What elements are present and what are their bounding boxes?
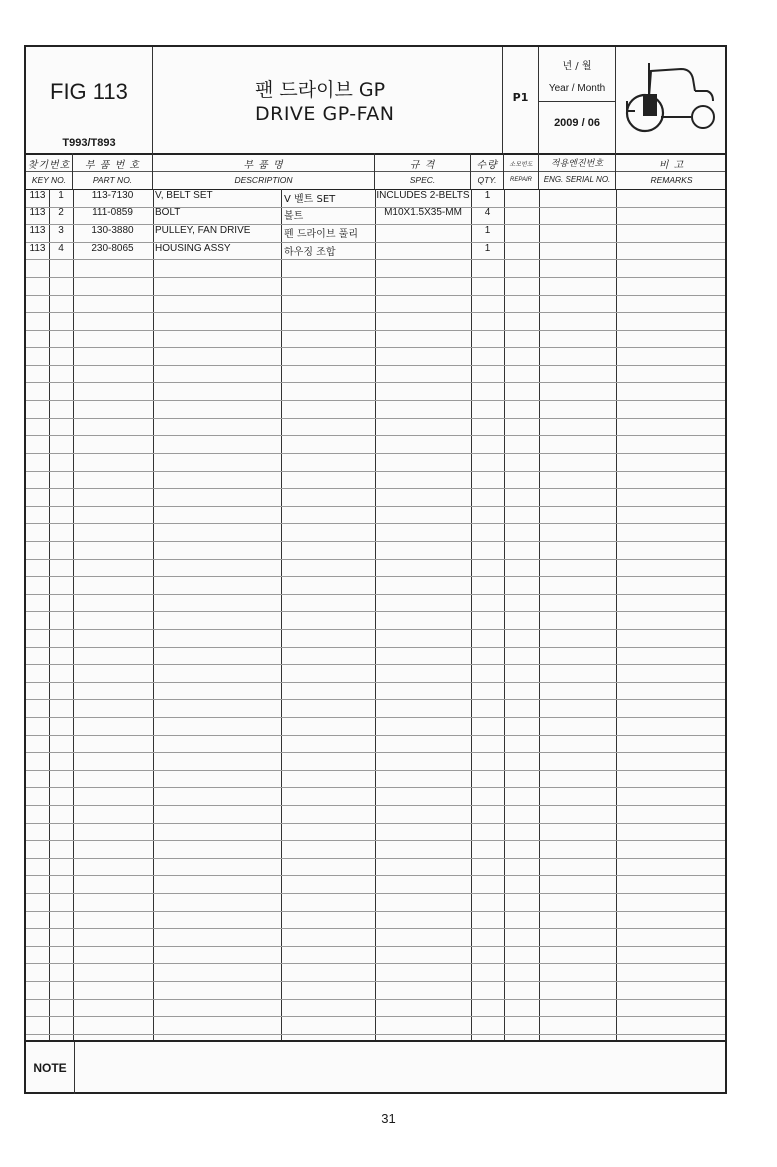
ruled-line bbox=[26, 699, 725, 700]
col-part-no: 부 품 번 호 PART NO. bbox=[73, 153, 153, 189]
year-month-label-en: Year / Month bbox=[548, 83, 606, 94]
ruled-line bbox=[26, 242, 725, 243]
description: V, BELT SET bbox=[155, 190, 213, 201]
ruled-line bbox=[26, 840, 725, 841]
title-english: DRIVE GP-FAN bbox=[255, 103, 395, 125]
spec: INCLUDES 2-BELTS bbox=[376, 190, 470, 201]
ruled-line bbox=[26, 999, 725, 1000]
col-description: 부 품 명 DESCRIPTION bbox=[153, 153, 375, 189]
parts-table-body bbox=[26, 189, 725, 1040]
ruled-line bbox=[26, 435, 725, 436]
ruled-line bbox=[26, 453, 725, 454]
spec: M10X1.5X35-MM bbox=[384, 207, 462, 218]
table-row bbox=[26, 242, 725, 257]
ruled-line bbox=[26, 928, 725, 929]
part-number: 111-0859 bbox=[92, 207, 133, 218]
ruled-line bbox=[26, 717, 725, 718]
ruled-line bbox=[26, 629, 725, 630]
fig-number: 113 bbox=[29, 225, 46, 236]
description-ko: V 벨트 SET bbox=[284, 194, 336, 205]
ruled-line bbox=[26, 312, 725, 313]
page-cell bbox=[503, 47, 539, 153]
col-key-no: 찾기번호 KEY NO. bbox=[26, 153, 73, 189]
col-serial: 적용엔진번호 ENG. SERIAL NO. bbox=[539, 153, 616, 189]
ruled-line bbox=[26, 347, 725, 348]
year-month-value: 2009 / 06 bbox=[554, 117, 600, 129]
ruled-line bbox=[26, 682, 725, 683]
ruled-line bbox=[26, 523, 725, 524]
sheet-header bbox=[26, 47, 725, 155]
ruled-line bbox=[26, 365, 725, 366]
ruled-line bbox=[26, 787, 725, 788]
table-row bbox=[26, 189, 725, 204]
ruled-line bbox=[26, 594, 725, 595]
ruled-line bbox=[26, 1016, 725, 1017]
ruled-line bbox=[26, 752, 725, 753]
ruled-line bbox=[26, 875, 725, 876]
ruled-line bbox=[26, 277, 725, 278]
ruled-line bbox=[26, 295, 725, 296]
part-number: 130-3880 bbox=[91, 225, 134, 236]
ruled-line bbox=[26, 382, 725, 383]
fig-number: 113 bbox=[29, 243, 46, 254]
ruled-line bbox=[26, 1034, 725, 1035]
quantity: 4 bbox=[484, 207, 491, 218]
description-ko: 하우징 조합 bbox=[284, 247, 336, 258]
ruled-line bbox=[26, 911, 725, 912]
title-korean: 팬 드라이브 GP bbox=[255, 79, 386, 101]
col-remarks: 비 고 REMARKS bbox=[650, 160, 693, 185]
ruled-line bbox=[26, 963, 725, 964]
key-number: 3 bbox=[58, 225, 64, 236]
column-header-row bbox=[26, 153, 725, 190]
ruled-line bbox=[26, 471, 725, 472]
tractor-cell bbox=[616, 47, 727, 153]
table-row bbox=[26, 206, 725, 221]
ruled-line bbox=[26, 400, 725, 401]
fig-number: 113 bbox=[29, 190, 46, 201]
quantity: 1 bbox=[484, 190, 491, 201]
ruled-line bbox=[26, 259, 725, 260]
key-number: 4 bbox=[58, 243, 64, 254]
ruled-line bbox=[26, 664, 725, 665]
ruled-line bbox=[26, 946, 725, 947]
ruled-line bbox=[26, 207, 725, 208]
ruled-line bbox=[26, 893, 725, 894]
description: HOUSING ASSY bbox=[155, 243, 231, 254]
ruled-line bbox=[26, 735, 725, 736]
description-ko: 펜 드라이브 풀리 bbox=[284, 229, 358, 240]
page-code: P1 bbox=[512, 91, 529, 104]
description: BOLT bbox=[155, 207, 181, 218]
key-number: 2 bbox=[58, 207, 64, 218]
ruled-line bbox=[26, 611, 725, 612]
parts-sheet bbox=[24, 45, 727, 1094]
ruled-line bbox=[26, 541, 725, 542]
page-number: 31 bbox=[381, 1111, 396, 1126]
col-qty: 수량 QTY. bbox=[471, 153, 504, 189]
ruled-line bbox=[26, 488, 725, 489]
ruled-line bbox=[26, 770, 725, 771]
year-month-label-ko: 년 / 월 bbox=[562, 61, 592, 72]
fig-number: 113 bbox=[29, 207, 46, 218]
table-row bbox=[26, 224, 725, 239]
ruled-line bbox=[26, 506, 725, 507]
ruled-line bbox=[26, 805, 725, 806]
ruled-line bbox=[26, 858, 725, 859]
ruled-line bbox=[26, 576, 725, 577]
ruled-line bbox=[26, 224, 725, 225]
model-label: T993/T893 bbox=[62, 137, 116, 149]
col-repair: 소모빈도 REPAIR bbox=[504, 153, 539, 189]
quantity: 1 bbox=[484, 243, 491, 254]
ruled-line bbox=[26, 647, 725, 648]
ruled-line bbox=[26, 981, 725, 982]
part-number: 113-7130 bbox=[91, 190, 134, 201]
note-label: NOTE bbox=[26, 1042, 75, 1094]
part-number: 230-8065 bbox=[91, 243, 134, 254]
col-spec: 규 격 SPEC. bbox=[375, 153, 471, 189]
tractor-icon bbox=[621, 61, 721, 141]
figure-label: FIG 113 bbox=[50, 79, 128, 104]
ruled-line bbox=[26, 330, 725, 331]
ruled-line bbox=[26, 559, 725, 560]
title-cell bbox=[153, 47, 503, 153]
note-section bbox=[26, 1040, 725, 1094]
description: PULLEY, FAN DRIVE bbox=[155, 225, 251, 236]
ruled-line bbox=[26, 418, 725, 419]
quantity: 1 bbox=[484, 225, 491, 236]
year-month-cell bbox=[539, 47, 616, 153]
fig-cell bbox=[26, 47, 153, 153]
description-ko: 볼트 bbox=[284, 211, 304, 222]
key-number: 1 bbox=[58, 190, 64, 201]
ruled-line bbox=[26, 823, 725, 824]
